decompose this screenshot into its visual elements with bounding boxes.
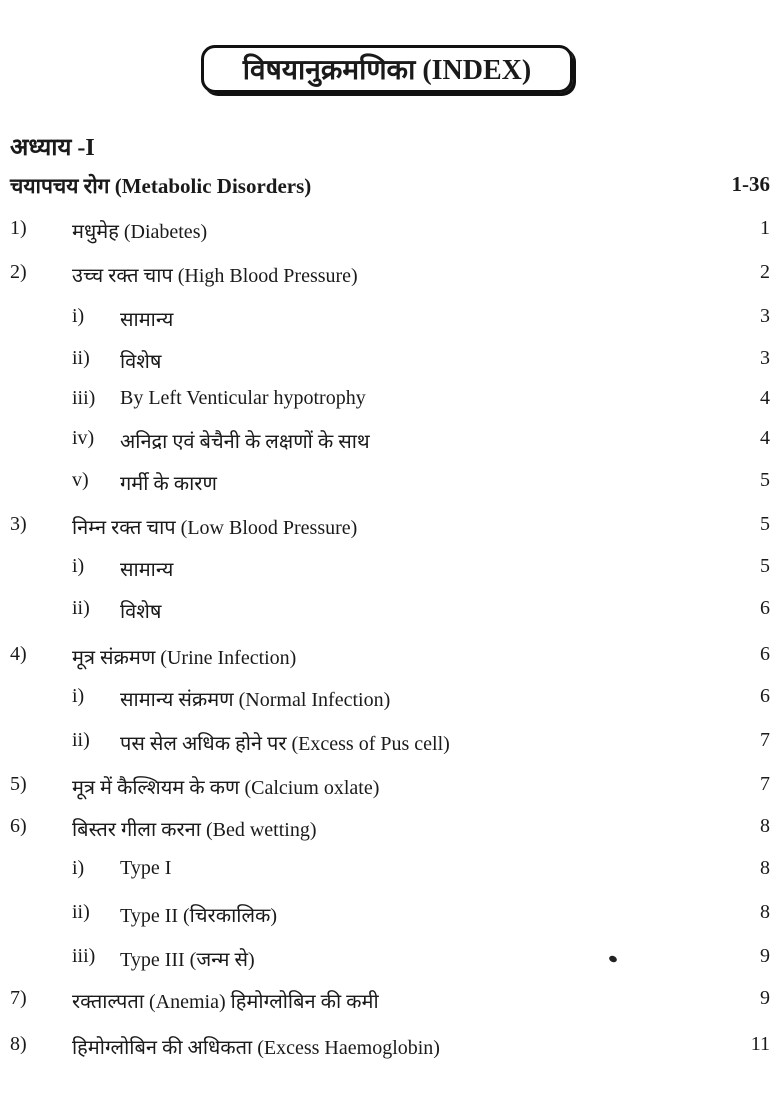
entry-number: i) [72,305,85,327]
entry-number: i) [72,555,85,577]
entry-page-number: 4 [760,387,770,409]
index-entry [0,773,780,803]
section-page-range: 1-36 [731,172,770,196]
entry-page-number: 3 [760,347,770,369]
entry-text: पस सेल अधिक होने पर (Excess of Pus cell) [120,733,450,755]
index-subentry [0,469,780,499]
entry-number: 5) [10,773,27,795]
entry-text: Type II (चिरकालिक) [120,905,278,927]
entry-page-number: 7 [760,773,770,795]
index-subentry [0,901,780,931]
entry-number: 2) [10,261,27,283]
entry-number: 8) [10,1033,27,1055]
entry-text: Type III (जन्म से) [120,949,255,971]
index-subentry [0,685,780,715]
entry-page-number: 5 [760,513,770,535]
index-entry [0,513,780,543]
entry-number: i) [72,857,85,879]
entry-text: सामान्य [120,559,174,581]
entry-page-number: 7 [760,729,770,751]
entry-text: By Left Venticular hypotrophy [120,387,366,409]
entry-number: ii) [72,901,90,923]
entry-page-number: 5 [760,469,770,491]
index-subentry [0,387,780,417]
entry-page-number: 8 [760,815,770,837]
entry-number: 7) [10,987,27,1009]
index-entry [0,815,780,845]
entry-text: उच्च रक्त चाप (High Blood Pressure) [72,265,358,287]
chapter-label: अध्याय -I [10,135,95,161]
entry-text: बिस्तर गीला करना (Bed wetting) [72,819,317,841]
entry-number: 3) [10,513,27,535]
entry-page-number: 1 [760,217,770,239]
index-subentry [0,597,780,627]
index-subentry [0,427,780,457]
index-subentry [0,945,780,975]
index-subentry [0,305,780,335]
entry-number: 6) [10,815,27,837]
entry-number: ii) [72,347,90,369]
entry-page-number: 5 [760,555,770,577]
section-heading [10,172,770,202]
entry-text: Type I [120,857,172,879]
entry-text: हिमोग्लोबिन की अधिकता (Excess Haemoglobin) [72,1037,440,1059]
entry-page-number: 9 [760,945,770,967]
section-title: चयापचय रोग (Metabolic Disorders) [10,174,312,198]
entry-text: निम्न रक्त चाप (Low Blood Pressure) [72,517,358,539]
entry-text: मूत्र में कैल्शियम के कण (Calcium oxlate) [72,777,380,799]
index-subentry [0,347,780,377]
index-entry [0,217,780,247]
index-entry [0,1033,780,1063]
index-entry [0,643,780,673]
entry-page-number: 6 [760,685,770,707]
index-subentry [0,857,780,887]
entry-page-number: 8 [760,857,770,879]
entry-text: मधुमेह (Diabetes) [72,221,208,243]
entry-text: गर्मी के कारण [120,473,217,495]
index-entry [0,261,780,291]
entry-number: iii) [72,387,96,409]
entry-text: सामान्य [120,309,174,331]
entry-number: ii) [72,597,90,619]
entry-page-number: 3 [760,305,770,327]
entry-text: अनिद्रा एवं बेचैनी के लक्षणों के साथ [120,431,370,453]
entry-text: मूत्र संक्रमण (Urine Infection) [72,647,297,669]
entry-text: सामान्य संक्रमण (Normal Infection) [120,689,391,711]
index-subentry [0,729,780,759]
entry-number: i) [72,685,85,707]
entry-number: 1) [10,217,27,239]
index-title: विषयानुक्रमणिका (INDEX) [201,45,573,93]
entry-page-number: 8 [760,901,770,923]
entry-page-number: 4 [760,427,770,449]
entry-text: विशेष [120,351,162,373]
index-subentry [0,555,780,585]
index-entry [0,987,780,1017]
entry-number: 4) [10,643,27,665]
entry-number: iii) [72,945,96,967]
entry-page-number: 11 [750,1033,770,1055]
entry-page-number: 2 [760,261,770,283]
entry-page-number: 6 [760,597,770,619]
entry-text: विशेष [120,601,162,623]
entry-page-number: 6 [760,643,770,665]
entry-number: iv) [72,427,95,449]
entry-page-number: 9 [760,987,770,1009]
entry-text: रक्ताल्पता (Anemia) हिमोग्लोबिन की कमी [72,991,379,1013]
entry-number: v) [72,469,89,491]
entry-number: ii) [72,729,90,751]
